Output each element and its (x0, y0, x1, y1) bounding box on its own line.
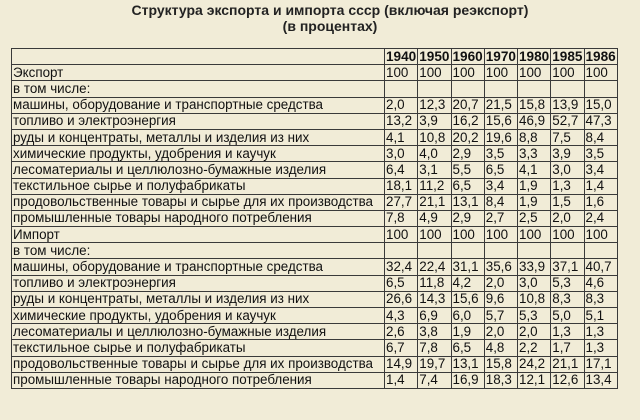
row-label-cell: машины, оборудование и транспортные средства (12, 259, 385, 275)
export-import-table (11, 48, 618, 389)
value-cell: 2,5 (518, 210, 551, 226)
value-cell: 7,8 (418, 340, 451, 356)
value-cell: 10,8 (418, 129, 451, 145)
table-row (12, 291, 618, 307)
value-cell: 52,7 (551, 113, 584, 129)
table-row (12, 162, 618, 178)
value-cell: 4,2 (451, 275, 484, 291)
row-label-cell: текстильное сырье и полуфабрикаты (12, 340, 385, 356)
value-cell: 18,1 (385, 178, 418, 194)
header-corner-cell (12, 49, 385, 65)
value-cell: 2,6 (385, 324, 418, 340)
value-cell: 3,0 (385, 146, 418, 162)
value-cell (484, 81, 517, 97)
value-cell (551, 243, 584, 259)
value-cell: 15,8 (484, 356, 517, 372)
value-cell: 13,1 (451, 356, 484, 372)
year-header-cell: 1986 (585, 48, 616, 64)
table-row (12, 146, 618, 162)
value-cell: 100 (451, 227, 484, 243)
row-label-cell: промышленные товары народного потребления (12, 372, 385, 388)
value-cell: 4,3 (385, 308, 418, 324)
value-cell: 1,6 (584, 194, 617, 210)
year-header-cell: 1940 (386, 48, 417, 64)
table-row (12, 356, 618, 372)
value-cell: 5,5 (451, 162, 484, 178)
value-cell: 11,8 (418, 275, 451, 291)
value-cell: 5,3 (518, 308, 551, 324)
table-row (12, 97, 618, 113)
value-cell: 21,5 (484, 97, 517, 113)
table-row (12, 324, 618, 340)
value-cell (584, 81, 617, 97)
value-cell: 31,1 (451, 259, 484, 275)
value-cell (551, 81, 584, 97)
value-cell: 6,7 (385, 340, 418, 356)
value-cell: 13,4 (584, 372, 617, 388)
value-cell: 8,8 (518, 129, 551, 145)
value-cell: 37,1 (551, 259, 584, 275)
row-label-cell: промышленные товары народного потребления (12, 210, 385, 226)
row-label-cell: машины, оборудование и транспортные средства (12, 97, 385, 113)
value-cell: 13,9 (551, 97, 584, 113)
value-cell: 18,3 (484, 372, 517, 388)
value-cell: 13,1 (451, 194, 484, 210)
value-cell: 5,1 (584, 308, 617, 324)
value-cell: 5,3 (551, 275, 584, 291)
row-label-cell: Импорт (12, 227, 385, 243)
value-cell: 5,0 (551, 308, 584, 324)
year-header-cell: 1950 (419, 48, 450, 64)
value-cell: 8,3 (551, 291, 584, 307)
value-cell (518, 81, 551, 97)
value-cell: 4,1 (385, 129, 418, 145)
row-label-cell: топливо и электроэнергия (12, 113, 385, 129)
value-cell: 15,6 (484, 113, 517, 129)
value-cell: 3,9 (418, 113, 451, 129)
value-cell: 14,3 (418, 291, 451, 307)
value-cell: 2,9 (451, 210, 484, 226)
value-cell: 2,4 (584, 210, 617, 226)
row-label-cell: химические продукты, удобрения и каучук (12, 308, 385, 324)
value-cell: 100 (484, 65, 517, 81)
table-row (12, 340, 618, 356)
value-cell: 19,6 (484, 129, 517, 145)
value-cell: 8,3 (584, 291, 617, 307)
value-cell: 100 (418, 65, 451, 81)
value-cell (451, 81, 484, 97)
row-label-cell: лесоматериалы и целлюлозно-бумажные изделия (12, 162, 385, 178)
value-cell: 1,9 (518, 194, 551, 210)
value-cell: 100 (385, 227, 418, 243)
row-label-cell: продовольственные товары и сырье для их производства (12, 356, 385, 372)
table-row (12, 243, 618, 259)
table-row (12, 178, 618, 194)
value-cell: 13,2 (385, 113, 418, 129)
value-cell: 2,0 (484, 275, 517, 291)
value-cell (484, 243, 517, 259)
value-cell: 3,0 (518, 275, 551, 291)
table-row (12, 194, 618, 210)
value-cell: 19,7 (418, 356, 451, 372)
value-cell: 1,3 (584, 340, 617, 356)
row-label-cell: лесоматериалы и целлюлозно-бумажные изделия (12, 324, 385, 340)
value-cell: 6,5 (484, 162, 517, 178)
table-row (12, 275, 618, 291)
value-cell: 11,2 (418, 178, 451, 194)
value-cell: 2,7 (484, 210, 517, 226)
value-cell: 100 (385, 65, 418, 81)
value-cell: 6,9 (418, 308, 451, 324)
value-cell (518, 243, 551, 259)
row-label-cell: Экспорт (12, 65, 385, 81)
value-cell: 27,7 (385, 194, 418, 210)
value-cell (584, 243, 617, 259)
value-cell: 6,5 (385, 275, 418, 291)
value-cell: 100 (451, 65, 484, 81)
value-cell: 6,0 (451, 308, 484, 324)
value-cell: 1,7 (551, 340, 584, 356)
value-cell: 3,5 (584, 146, 617, 162)
value-cell: 2,2 (518, 340, 551, 356)
value-cell: 47,3 (584, 113, 617, 129)
value-cell: 2,0 (518, 324, 551, 340)
value-cell: 100 (584, 65, 617, 81)
row-label-cell: в том числе: (12, 81, 385, 97)
value-cell: 1,4 (584, 178, 617, 194)
value-cell: 32,4 (385, 259, 418, 275)
value-cell: 100 (484, 227, 517, 243)
value-cell: 12,1 (518, 372, 551, 388)
value-cell: 100 (518, 227, 551, 243)
value-cell: 12,6 (551, 372, 584, 388)
value-cell: 20,2 (451, 129, 484, 145)
value-cell: 40,7 (584, 259, 617, 275)
header-row (12, 49, 618, 65)
value-cell: 21,1 (551, 356, 584, 372)
value-cell (385, 243, 418, 259)
row-label-cell: текстильное сырье и полуфабрикаты (12, 178, 385, 194)
value-cell: 3,5 (484, 146, 517, 162)
value-cell: 100 (551, 65, 584, 81)
value-cell: 3,8 (418, 324, 451, 340)
value-cell: 16,9 (451, 372, 484, 388)
value-cell: 3,1 (418, 162, 451, 178)
title-line-1: Структура экспорта и импорта ссср (включая реэкспорт) (131, 2, 529, 18)
value-cell: 4,8 (484, 340, 517, 356)
table-row (12, 65, 618, 81)
table-row (12, 308, 618, 324)
value-cell: 12,3 (418, 97, 451, 113)
value-cell (385, 81, 418, 97)
year-header-cell: 1985 (552, 48, 583, 64)
year-header-cell: 1960 (452, 48, 483, 64)
value-cell: 2,0 (484, 324, 517, 340)
value-cell: 16,2 (451, 113, 484, 129)
table-row (12, 259, 618, 275)
table-body (12, 65, 618, 389)
value-cell: 2,9 (451, 146, 484, 162)
value-cell: 33,9 (518, 259, 551, 275)
row-label-cell: руды и концентраты, металлы и изделия из них (12, 291, 385, 307)
value-cell: 26,6 (385, 291, 418, 307)
value-cell: 14,9 (385, 356, 418, 372)
value-cell: 9,6 (484, 291, 517, 307)
value-cell: 8,4 (584, 129, 617, 145)
value-cell: 6,4 (385, 162, 418, 178)
value-cell: 17,1 (584, 356, 617, 372)
value-cell: 1,3 (551, 324, 584, 340)
value-cell: 100 (551, 227, 584, 243)
value-cell: 100 (584, 227, 617, 243)
value-cell (451, 243, 484, 259)
value-cell: 1,5 (551, 194, 584, 210)
value-cell (418, 81, 451, 97)
value-cell: 1,4 (385, 372, 418, 388)
year-header-cell: 1980 (519, 48, 550, 64)
value-cell: 100 (418, 227, 451, 243)
table-row (12, 113, 618, 129)
value-cell: 15,6 (451, 291, 484, 307)
value-cell: 4,1 (518, 162, 551, 178)
value-cell: 46,9 (518, 113, 551, 129)
value-cell: 22,4 (418, 259, 451, 275)
value-cell: 2,0 (551, 210, 584, 226)
value-cell: 5,7 (484, 308, 517, 324)
row-label-cell: руды и концентраты, металлы и изделия из них (12, 129, 385, 145)
table-row (12, 210, 618, 226)
value-cell: 3,4 (484, 178, 517, 194)
value-cell: 3,9 (551, 146, 584, 162)
table-row (12, 81, 618, 97)
value-cell: 4,6 (584, 275, 617, 291)
value-cell: 6,5 (451, 340, 484, 356)
value-cell: 6,5 (451, 178, 484, 194)
row-label-cell: продовольственные товары и сырье для их производства (12, 194, 385, 210)
value-cell: 10,8 (518, 291, 551, 307)
value-cell: 3,3 (518, 146, 551, 162)
table-row (12, 227, 618, 243)
value-cell: 100 (518, 65, 551, 81)
value-cell: 4,9 (418, 210, 451, 226)
table-row (12, 372, 618, 388)
value-cell: 7,4 (418, 372, 451, 388)
value-cell (418, 243, 451, 259)
value-cell: 15,8 (518, 97, 551, 113)
value-cell: 24,2 (518, 356, 551, 372)
year-header-cell: 1970 (485, 48, 516, 64)
value-cell: 20,7 (451, 97, 484, 113)
table-row (12, 129, 618, 145)
value-cell: 1,9 (518, 178, 551, 194)
value-cell: 21,1 (418, 194, 451, 210)
value-cell: 4,0 (418, 146, 451, 162)
row-label-cell: химические продукты, удобрения и каучук (12, 146, 385, 162)
value-cell: 2,0 (385, 97, 418, 113)
value-cell: 7,8 (385, 210, 418, 226)
row-label-cell: топливо и электроэнергия (12, 275, 385, 291)
value-cell: 3,4 (584, 162, 617, 178)
value-cell: 1,9 (451, 324, 484, 340)
row-label-cell: в том числе: (12, 243, 385, 259)
title-line-2: (в процентах) (282, 18, 378, 34)
value-cell: 1,3 (551, 178, 584, 194)
value-cell: 8,4 (484, 194, 517, 210)
value-cell: 3,0 (551, 162, 584, 178)
value-cell: 1,3 (584, 324, 617, 340)
table-title (120, 2, 540, 34)
value-cell: 35,6 (484, 259, 517, 275)
value-cell: 15,0 (584, 97, 617, 113)
value-cell: 7,5 (551, 129, 584, 145)
